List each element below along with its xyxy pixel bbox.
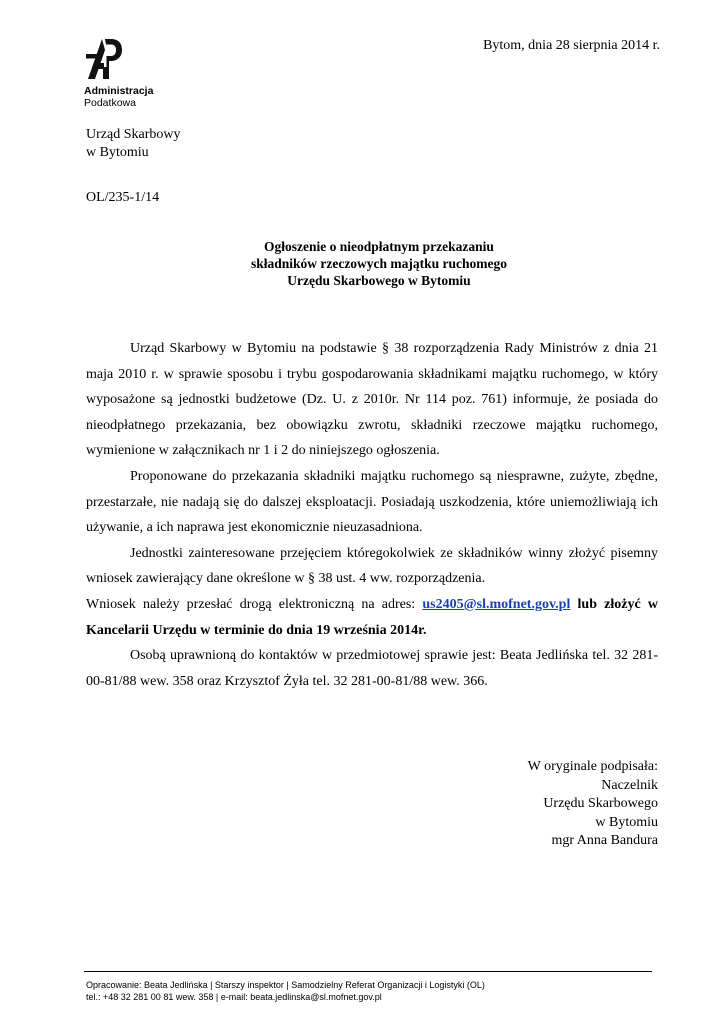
paragraph-1: Urząd Skarbowy w Bytomiu na podstawie § 38 rozporządzenia Rady Ministrów z dnia 21 maja 2010 r. w sprawie sposobu i trybu gospodarowania składnikami majątku ruchomego, w który wyposażone są jednostki budżetowe (Dz. U. z 2010r. Nr 114 poz. 761) informuje, że posiada do nieodpłatnego przekazania, bez obowiązku zwrotu, składniki rzeczowe majątku ruchomego, wymienione w załącznikach nr 1 i 2 do niniejszego ogłoszenia. <box>86 341 658 459</box>
logo-line-1: Administracja <box>84 85 154 97</box>
administracja-podatkowa-logo <box>84 37 184 109</box>
title-line-2: składników rzeczowych majątku ruchomego <box>250 256 508 271</box>
office-email-link[interactable]: us2405@sl.mofnet.gov.pl <box>422 596 571 612</box>
signature-line-5: mgr Anna Bandura <box>551 833 658 849</box>
paragraph-5: Osobą uprawnioną do kontaktów w przedmiotowej sprawie jest: Beata Jedlińska tel. 32 281-00-81/88 wew. 358 oraz Krzysztof Żyła tel. 32 281-00-81/88 wew. 366. <box>86 648 658 689</box>
logo-line-2: Podatkowa <box>84 97 136 109</box>
issuing-office <box>86 126 180 162</box>
signature-block <box>528 758 658 851</box>
office-line-2: w Bytomiu <box>86 145 149 160</box>
office-line-1: Urząd Skarbowy <box>86 127 181 142</box>
paragraph-4 <box>86 592 658 643</box>
document-date: Bytom, dnia 28 sierpnia 2014 r. <box>483 38 660 53</box>
title-line-1: Ogłoszenie o nieodpłatnym przekazaniu <box>264 239 494 254</box>
paragraph-3: Jednostki zainteresowane przejęciem któregokolwiek ze składników winny złożyć pisemny wniosek zawierający dane określone w § 38 ust. 4 ww. rozporządzenia. <box>86 545 658 587</box>
footer-line-2: tel.: +48 32 281 00 81 wew. 358 | e-mail: beata.jedlinska@sl.mofnet.gov.pl <box>86 991 382 1002</box>
footer-divider <box>84 971 652 972</box>
paragraph-4-suffix: lub złożyć w Kancelarii Urzędu w terminie do dnia 19 września 2014r. <box>86 596 658 638</box>
signature-line-3: Urzędu Skarbowego <box>543 796 658 812</box>
footer <box>86 980 485 1003</box>
paragraph-4-prefix: Wniosek należy przesłać drogą elektroniczną na adres: <box>86 596 423 612</box>
paragraph-2: Proponowane do przekazania składniki majątku ruchomego są niesprawne, zużyte, zbędne, przestarzałe, nie nadają się do dalszej eksploatacji. Posiadają uszkodzenia, które uniemożliwiają ich używanie, a ich naprawa jest ekonomicznie nieuzasadniona. <box>86 468 658 536</box>
signature-line-2: Naczelnik <box>601 777 658 793</box>
document-body <box>86 336 658 694</box>
title-line-3: Urzędu Skarbowego w Bytomiu <box>287 273 471 288</box>
signature-line-1: W oryginale podpisała: <box>527 759 658 774</box>
document-title <box>86 238 672 289</box>
signature-line-4: w Bytomiu <box>595 814 658 830</box>
reference-number: OL/235-1/14 <box>86 190 160 205</box>
footer-line-1: Opracowanie: Beata Jedlińska | Starszy inspektor | Samodzielny Referat Organizacji i Logistyki (OL) <box>86 980 485 990</box>
ap-logo-icon <box>84 37 124 81</box>
